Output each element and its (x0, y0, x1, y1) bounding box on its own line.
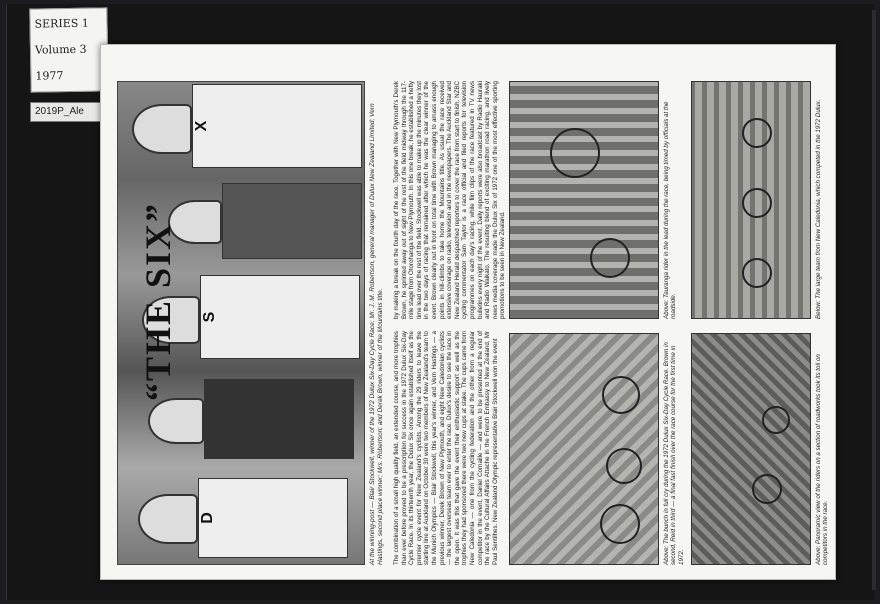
main-photo-caption: At the winning-post — Blair Stockwell, winner of the 1972 Dulux Six-Day Cycle Race; Mr. J. M. Robertson, general manager of Dulux New Zealand Limited; Vern Hastings, second place winner; Mrs. Robertson; and Derek Brown, winner of the Mountains title. (369, 103, 384, 565)
sticky-line-series: SERIES 1 (34, 16, 89, 31)
race-photo-team (691, 81, 811, 319)
sticky-line-volume: Volume 3 (34, 42, 87, 57)
race-photo-roadworks (691, 333, 811, 565)
article-title: “THE SIX” (138, 201, 178, 401)
page-edge (872, 10, 876, 590)
article-body-column-1: The combination of a small high quality field, an extended course, and more trophies than ever before proved to be a prescription for success in the 1972 Dulux Six-Day Cycle Race. In its thirteenth year, the Dulux Six once again established itself as the premier cycle event for New Zealand's cyclists. Among the 29 riders to leave the starting line at Auckland on October 30 were two members of New Zealand's team to the Munich Olympics — Blair Stockwell, this year's winner, and Vern Hastings — a previous winner, Derek Brown of New Plymouth, and eight New Caledonian cyclists — the largest overseas team ever to enter the race. Dulux's desire to see the race in the open. It was this that gave the event their enthusiastic support as well as the trophies they had sponsored there were two new cups at stake. The cups came from New Caledonia — one from the cycling federation and the other from a regular competitor in the event, Daniel Cornaille — and were to be presented at the end of the race by the Cultural Affairs Attache in the French Embassy to New Zealand, Mr Paul Sentilhes. New Zealand Olympic representative Blair Stockwell won the event (393, 331, 499, 565)
sticky-line-year: 1977 (35, 69, 64, 83)
photo-caption-3: Above: Panoramic view of the riders on a section of roadworks took its toll on competitors in the race. (815, 354, 830, 565)
article-body-column-2: by making a break on the fourth day of the race. Together with New Plymouth's Derek Brown, he sprinted away out of sight of the rest of the field midway through the 117-mile stage from Otorohanga to New Plymouth. In this one break, he established a hefty time lead over the rest of the field. Stockwell was able to make up the minutes they lost in the two days of racing that remained after which he was the clear winner of the event. Brown clearly out in front on total time with Brown managing to amass enough points in hill-climbs to take home the Mountains title. As usual the race received extensive coverage on radio, television and in the newspapers. The Auckland Star and New Zealand Herald despatched reporters to cover the race from start to finish. NZBC cycling commentator Sam Taylor is a race official and filed reports for television programmes on each day's racing, while film clips of the race featured in TV news bulletins every night of the event. Daily reports were also broadcast by Radio Hauraki and Radio Waikato. The resulting blend of exciting marathon road racing, and lively news media coverage made the Dulux Six of 1972 one of the most effective sporting promotions to be seen in New Zealand. (393, 80, 507, 319)
race-photo-timing (509, 81, 659, 319)
magazine-page (100, 44, 836, 580)
archive-index-label: 2019P_Ale (30, 102, 102, 122)
photo-caption-2: Above: Tauranga rider in the lead during the race, being timed by officials at the roadside. (663, 101, 678, 319)
article-right-half (501, 45, 837, 581)
article-left-half (101, 45, 507, 581)
photo-caption-1: Above: The bunch in full cry during the 1972 Dulux Six-Day Cycle Race. Brown in second, Reid in third — a final fast finish over the race course for the first time in 1972. (663, 342, 685, 565)
archive-sticky-note (29, 7, 108, 92)
rotated-spread (101, 45, 837, 581)
photo-caption-4: Below: The large team from New Caledonia, which competed in the 1972 Dulux. (815, 99, 822, 319)
winners-photo: D S X (117, 81, 365, 565)
race-photo-bunch (509, 333, 659, 565)
